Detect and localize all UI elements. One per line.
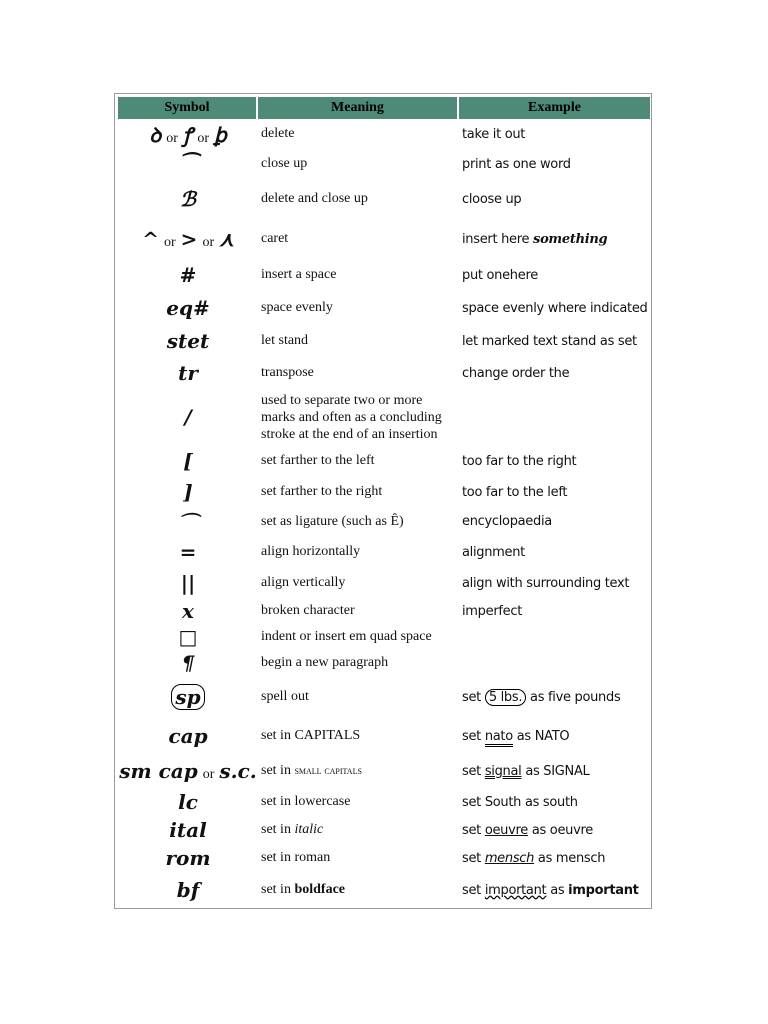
meaning-cell: used to separate two or more marks and often as a concluding stroke at the end of an insertion bbox=[261, 392, 442, 442]
table-row bbox=[118, 816, 650, 844]
example-cell: insert here something bbox=[462, 231, 608, 247]
table-row bbox=[118, 844, 650, 872]
example-cell: set signal as SIGNAL bbox=[462, 763, 590, 779]
meaning-cell: spell out bbox=[261, 689, 309, 704]
meaning-cell: set in italic bbox=[261, 822, 324, 837]
spell-out-mark: sp bbox=[118, 676, 258, 718]
proofreading-marks-table bbox=[118, 97, 650, 908]
table-row bbox=[118, 568, 650, 598]
close-up-mark: ⁀ bbox=[179, 152, 197, 176]
example-cell: align with surrounding text bbox=[462, 575, 630, 591]
table-row bbox=[118, 219, 650, 259]
example-cell: alignment bbox=[462, 544, 525, 560]
meaning-cell: align vertically bbox=[261, 575, 346, 590]
example-cell: set mensch as mensch bbox=[462, 850, 606, 866]
table-row bbox=[118, 536, 650, 568]
meaning-cell: insert a space bbox=[261, 267, 337, 282]
transpose-mark: tr bbox=[178, 361, 198, 385]
table-row bbox=[118, 389, 650, 445]
table-row bbox=[118, 872, 650, 908]
meaning-cell: delete bbox=[261, 126, 295, 141]
table-row bbox=[118, 259, 650, 291]
example-cell: set 5 lbs. as five pounds bbox=[462, 689, 621, 705]
table-row bbox=[118, 119, 650, 149]
example-cell: too far to the left bbox=[462, 484, 568, 500]
space-evenly-mark: eq# bbox=[166, 296, 210, 320]
boldface-mark: bf bbox=[176, 878, 200, 902]
meaning-cell: indent or insert em quad space bbox=[261, 629, 432, 644]
meaning-cell: set in small capitals bbox=[261, 763, 362, 778]
table-row bbox=[118, 179, 650, 219]
capitals-mark: cap bbox=[168, 724, 208, 748]
example-cell: let marked text stand as set bbox=[462, 333, 637, 349]
example-cell bbox=[459, 624, 650, 650]
meaning-cell: transpose bbox=[261, 365, 314, 380]
delete-mark: ꝺ or ꝭ or ꝧ bbox=[149, 122, 227, 147]
table-row bbox=[118, 650, 650, 676]
align-horizontal-mark: = bbox=[179, 540, 197, 564]
example-cell: imperfect bbox=[462, 603, 522, 619]
example-cell: cloose up bbox=[462, 191, 522, 207]
table-row bbox=[118, 477, 650, 507]
example-cell: set South as south bbox=[462, 794, 578, 810]
meaning-cell: close up bbox=[261, 156, 308, 171]
delete-close-up-mark: ℬ bbox=[180, 187, 196, 211]
small-capitals-mark: sm cap or s.c. bbox=[119, 759, 257, 783]
example-cell: set oeuvre as oeuvre bbox=[462, 822, 593, 838]
example-cell: set nato as NATO bbox=[459, 718, 650, 754]
meaning-cell: set as ligature (such as Ê) bbox=[261, 513, 404, 529]
italic-mark: ital bbox=[169, 818, 207, 842]
table-row bbox=[118, 754, 650, 788]
header-meaning: Meaning bbox=[258, 97, 459, 119]
example-cell: set important as important bbox=[462, 882, 639, 898]
lowercase-mark: lc bbox=[178, 790, 198, 814]
table-row bbox=[118, 718, 650, 754]
align-vertical-mark: || bbox=[180, 571, 196, 595]
meaning-cell: caret bbox=[261, 231, 289, 246]
table-row bbox=[118, 624, 650, 650]
meaning-cell: begin a new paragraph bbox=[261, 655, 389, 670]
ligature-mark: ⌒ bbox=[178, 511, 198, 535]
example-cell: space evenly where indicated bbox=[462, 300, 648, 316]
example-cell: encyclopaedia bbox=[462, 514, 552, 529]
table-row bbox=[118, 788, 650, 816]
example-cell bbox=[459, 650, 650, 676]
meaning-cell: set in lowercase bbox=[261, 794, 351, 809]
table-row bbox=[118, 507, 650, 536]
meaning-cell: set in roman bbox=[261, 850, 331, 865]
meaning-cell: set in CAPITALS bbox=[261, 728, 361, 743]
header-row bbox=[118, 97, 650, 119]
example-cell bbox=[459, 389, 650, 445]
header-symbol: Symbol bbox=[118, 97, 258, 119]
paragraph-mark: ¶ bbox=[181, 651, 195, 675]
meaning-cell: delete and close up bbox=[261, 191, 368, 206]
left-bracket-mark: [ bbox=[183, 449, 193, 473]
table-row bbox=[118, 445, 650, 477]
table-row bbox=[118, 676, 650, 718]
table-row bbox=[118, 325, 650, 357]
meaning-cell: set farther to the left bbox=[261, 453, 375, 468]
right-bracket-mark: ] bbox=[183, 480, 193, 504]
broken-character-mark: x bbox=[182, 599, 194, 623]
example-cell: too far to the right bbox=[462, 453, 577, 469]
example-cell: take it out bbox=[462, 126, 526, 142]
stet-mark: stet bbox=[166, 329, 210, 353]
table-row bbox=[118, 291, 650, 325]
slash-mark: / bbox=[184, 405, 192, 429]
meaning-cell: set farther to the right bbox=[261, 484, 383, 499]
meaning-cell: space evenly bbox=[261, 300, 333, 315]
example-cell: put onehere bbox=[462, 267, 538, 283]
table-row bbox=[118, 357, 650, 389]
roman-mark: rom bbox=[165, 846, 211, 870]
table-row bbox=[118, 149, 650, 179]
table-row bbox=[118, 598, 650, 624]
meaning-cell: align horizontally bbox=[261, 544, 361, 559]
example-cell: change order the bbox=[462, 365, 570, 381]
em-quad-mark: □ bbox=[178, 625, 198, 649]
caret-mark: ^ or > or ⋏ bbox=[142, 227, 234, 251]
space-mark: # bbox=[179, 263, 197, 287]
meaning-cell: let stand bbox=[261, 333, 309, 348]
header-example: Example bbox=[459, 97, 650, 119]
meaning-cell: broken character bbox=[261, 603, 355, 618]
example-cell: print as one word bbox=[462, 156, 571, 172]
meaning-cell: set in boldface bbox=[261, 882, 346, 897]
